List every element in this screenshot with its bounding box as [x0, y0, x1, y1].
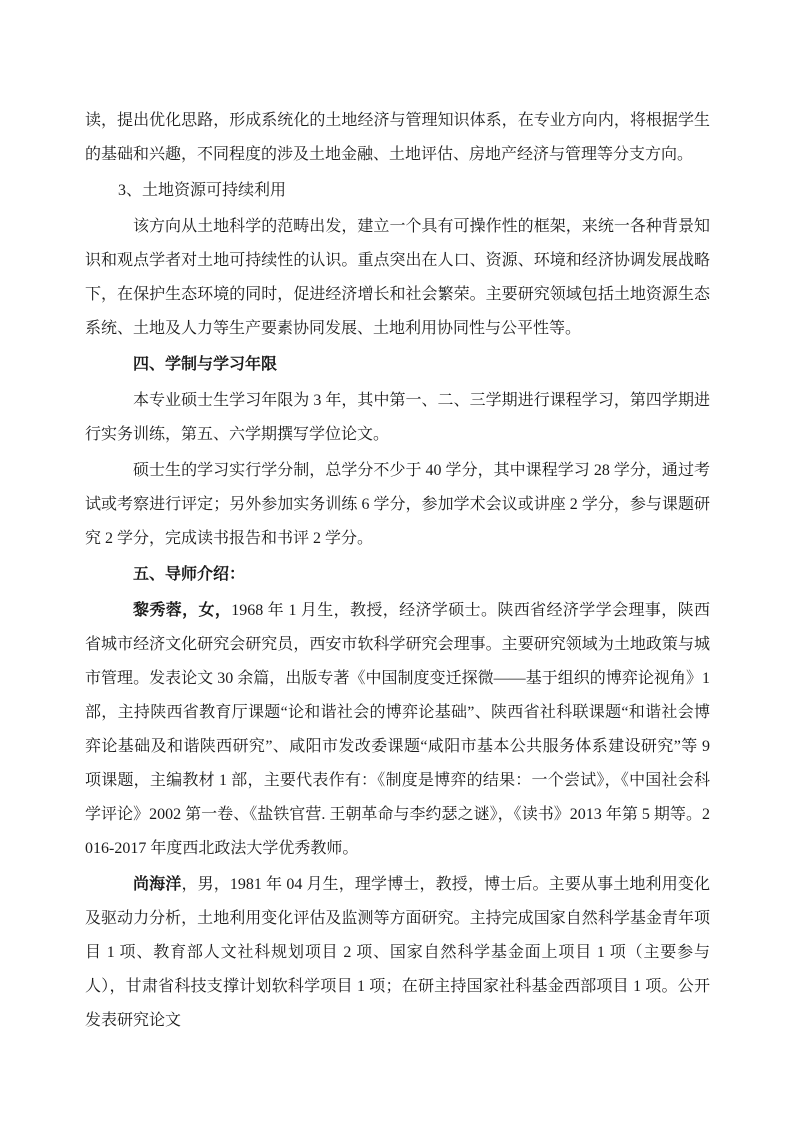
continuation-paragraph: 读，提出优化思路，形成系统化的土地经济与管理知识体系，在专业方向内，将根据学生的基础和兴趣，不同程度的涉及土地金融、土地评估、房地产经济与管理等分支方向。: [85, 112, 710, 163]
subheading-land-sustainable-use: 3、土地资源可持续利用: [118, 182, 287, 199]
advisor-bio-li-xiurong: 1968 年 1 月生，教授，经济学硕士。陕西省经济学学会理事，陕西省城市经济文化研究会研究员，西安市软科学研究会理事。主要研究领域为土地政策与城市管理。发表论文 30 余篇，出版专著《中国制度变迁探微——基于组织的博弈论视角》1 部，主持陕西省教育厅课题“论和谐社会的博弈论基础”、陕西省社科联课题“和谐社会博弈论基础及和谐陕西研究”、咸阳市发改委课题“咸阳市基本公共服务体系建设研究”等 9 项课题，主编教材 1 部，主要代表作有：《制度是博弈的结果：一个尝试》，《中国社会科学评论》2002 第一卷、《盐铁官营. 王朝革命与李约瑟之谜》，《读书》2013 年第 5 期等。2016-2017 年度西北政法大学优秀教师。: [85, 602, 710, 857]
heading-section-5-advisor-introduction: 五、导师介绍：: [133, 566, 246, 583]
paragraph-sustainable-use-description: 该方向从土地科学的范畴出发，建立一个具有可操作性的框架，来统一各种背景知识和观点学者对土地可持续性的认识。重点突出在人口、资源、环境和经济协调发展战略下，在保护生态环境的同时，促进经济增长和社会繁荣。主要研究领域包括土地资源生态系统、土地及人力等生产要素协同发展、土地利用协同性与公平性等。: [85, 218, 710, 337]
paragraph-credit-requirements: 硕士生的学习实行学分制，总学分不少于 40 学分，其中课程学习 28 学分，通过考试或考察进行评定；另外参加实务训练 6 学分，参加学术会议或讲座 2 学分，参与课题研究 2 学分，完成读书报告和书评 2 学分。: [85, 462, 710, 547]
advisor-name-li-xiurong: 黎秀蓉，女，: [133, 602, 232, 619]
paragraph-study-duration: 本专业硕士生学习年限为 3 年，其中第一、二、三学期进行课程学习，第四学期进行实务训练，第五、六学期撰写学位论文。: [85, 392, 710, 443]
heading-section-4-study-duration: 四、学制与学习年限: [133, 356, 278, 373]
advisor-bio-shang-haiyang: ，男，1981 年 04 月生，理学博士，教授，博士后。主要从事土地利用变化及驱动力分析，土地利用变化评估及监测等方面研究。主持完成国家自然科学基金青年项目 1 项、教育部人文社科规划项目 2 项、国家自然科学基金面上项目 1 项（主要参与人），甘肃省科技支撑计划软科学项目 1 项；在研主持国家社科基金西部项目 1 项。公开发表研究论文: [85, 876, 710, 1029]
advisor-name-shang-haiyang: 尚海洋: [133, 876, 182, 893]
advisor-paragraph-li-xiurong: [85, 594, 710, 866]
document-body: [85, 104, 710, 1038]
advisor-paragraph-shang-haiyang: [85, 868, 710, 1038]
